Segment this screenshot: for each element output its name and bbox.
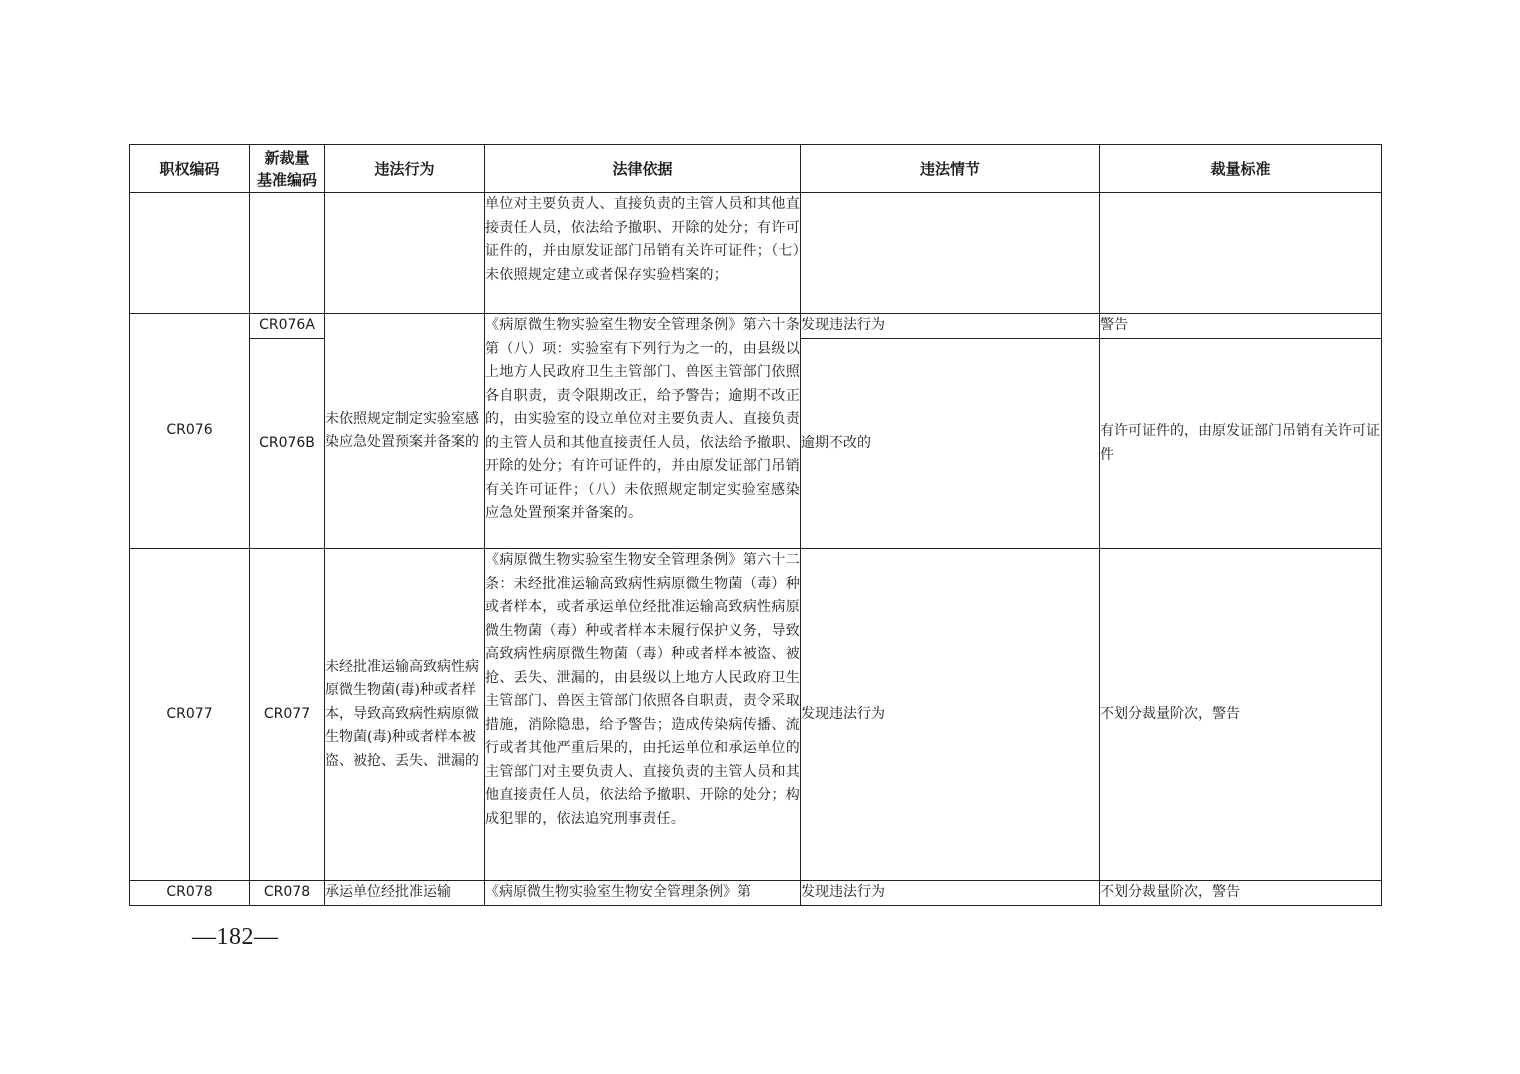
table-row	[130, 314, 1382, 339]
circumstance-cell: 发现违法行为	[801, 314, 1100, 339]
legal-basis-cell: 《病原微生物实验室生物安全管理条例》第六十二条：未经批准运输高致病性病原微生物菌（毒）种或者样本，或者承运单位经批准运输高致病性病原微生物菌（毒）种或者样本未履行保护义务，导致高致病性病原微生物菌（毒）种或者样本被盗、被抢、丢失、泄漏的，由县级以上地方人民政府卫生主管部门、兽医主管部门依照各自职责，责令采取措施，消除隐患，给予警告；造成传染病传播、流行或者其他严重后果的，由托运单位和承运单位的主管部门对主要负责人、直接负责的主管人员和其他直接责任人员，依法给予撤职、开除的处分；构成犯罪的，依法追究刑事责任。	[485, 549, 801, 881]
header-circumstance: 违法情节	[801, 145, 1100, 193]
standard-cell: 不划分裁量阶次，警告	[1100, 549, 1382, 881]
legal-basis-cell: 《病原微生物实验室生物安全管理条例》第六十条第（八）项：实验室有下列行为之一的，由县级以上地方人民政府卫生主管部门、兽医主管部门依照各自职责，责令限期改正，给予警告；逾期不改正的，由实验室的设立单位对主要负责人、直接负责的主管人员和其他直接责任人员，依法给予撤职、开除的处分；有许可证件的，并由原发证部门吊销有关许可证件；（八）未依照规定制定实验室感染应急处置预案并备案的。	[485, 314, 801, 549]
table-row	[130, 881, 1382, 906]
circumstance-cell: 逾期不改的	[801, 339, 1100, 549]
table-header-row	[130, 145, 1382, 193]
base-code-cell: CR076A	[250, 314, 325, 339]
discretion-standards-table	[129, 144, 1382, 906]
violation-cell: 未依照规定制定实验室感染应急处置预案并备案的	[325, 314, 485, 549]
standard-cell: 不划分裁量阶次，警告	[1100, 881, 1382, 906]
base-code-cell: CR077	[250, 549, 325, 881]
header-standard: 裁量标准	[1100, 145, 1382, 193]
violation-cell: 承运单位经批准运输	[325, 881, 485, 906]
code-cell: CR076	[130, 314, 250, 549]
table-row	[130, 549, 1382, 881]
header-violation: 违法行为	[325, 145, 485, 193]
base-code-cell: CR078	[250, 881, 325, 906]
header-base-code: 新裁量 基准编码	[250, 145, 325, 193]
header-legal-basis: 法律依据	[485, 145, 801, 193]
standard-cell: 警告	[1100, 314, 1382, 339]
page-number: —182—	[192, 924, 279, 950]
code-cell: CR078	[130, 881, 250, 906]
code-cell: CR077	[130, 549, 250, 881]
circumstance-cell: 发现违法行为	[801, 549, 1100, 881]
base-code-cell: CR076B	[250, 339, 325, 549]
circumstance-cell: 发现违法行为	[801, 881, 1100, 906]
table-row	[130, 193, 1382, 314]
header-code: 职权编码	[130, 145, 250, 193]
violation-cell: 未经批准运输高致病性病原微生物菌(毒)种或者样本，导致高致病性病原微生物菌(毒)种或者样本被盗、被抢、丢失、泄漏的	[325, 549, 485, 881]
legal-basis-cell: 单位对主要负责人、直接负责的主管人员和其他直接责任人员，依法给予撤职、开除的处分；有许可证件的，并由原发证部门吊销有关许可证件；（七）未依照规定建立或者保存实验档案的；	[485, 193, 801, 314]
standard-cell: 有许可证件的，由原发证部门吊销有关许可证件	[1100, 339, 1382, 549]
legal-basis-cell: 《病原微生物实验室生物安全管理条例》第	[485, 881, 801, 906]
